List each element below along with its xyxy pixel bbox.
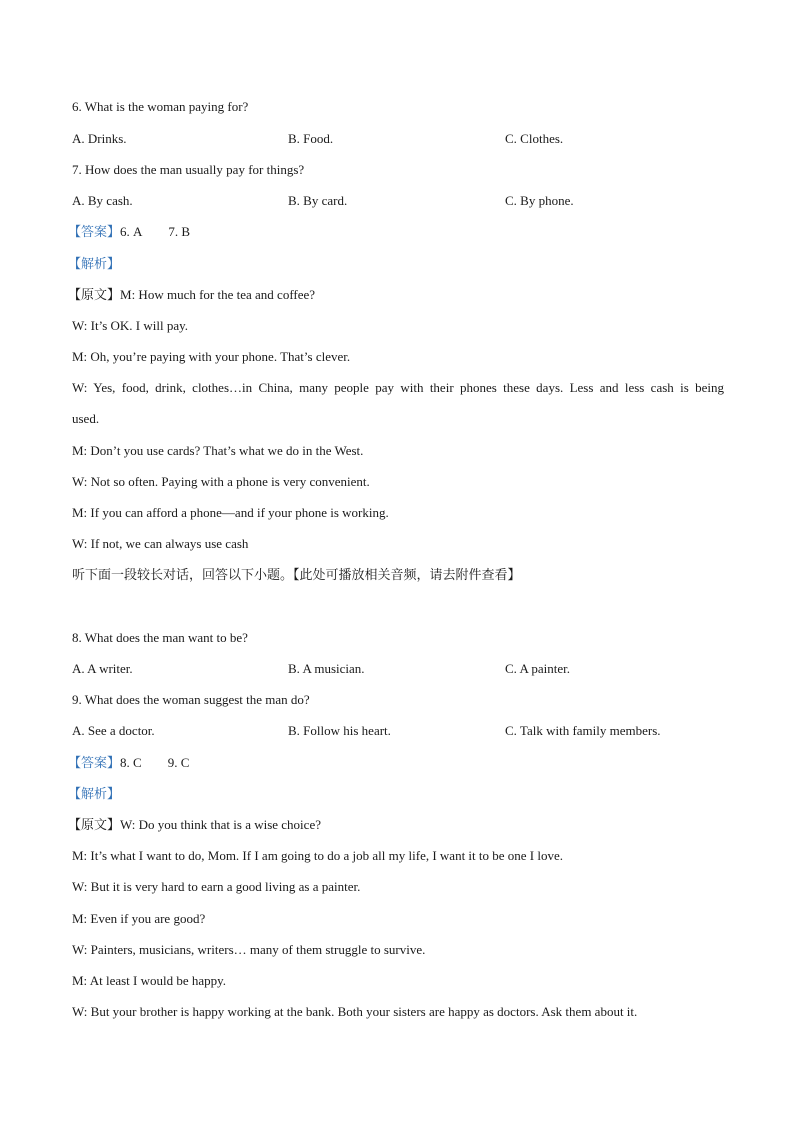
transcript-1-line-3: W: Yes, food, drink, clothes…in China, many people pay with their phones these days. Less and less cash is being xyxy=(72,380,724,395)
transcript-1-line-0 xyxy=(68,286,315,305)
question-9-option-c: C. Talk with family members. xyxy=(505,723,661,738)
question-9-option-a: A. See a doctor. xyxy=(72,723,155,738)
transcript-1-line-1: W: It’s OK. I will pay. xyxy=(72,318,189,333)
question-6: 6. What is the woman paying for? xyxy=(72,99,249,114)
analysis-tag: 【解析】 xyxy=(68,257,121,272)
transcript-2-line-1: M: It’s what I want to do, Mom. If I am going to do a job all my life, I want it to be one I love. xyxy=(72,848,564,863)
transcript-2-line-0 xyxy=(68,816,321,835)
question-9-option-b: B. Follow his heart. xyxy=(288,723,391,738)
answer-tag: 【答案】 xyxy=(68,225,121,240)
question-6-option-a: A. Drinks. xyxy=(72,131,127,146)
transcript-2-line-6: W: But your brother is happy working at the bank. Both your sisters are happy as doctors. Ask them about it. xyxy=(72,1004,638,1019)
transcript-1-line-5: M: Don’t you use cards? That’s what we do in the West. xyxy=(72,443,364,458)
answer-line-1 xyxy=(68,223,190,242)
question-8-option-b: B. A musician. xyxy=(288,661,365,676)
question-9: 9. What does the woman suggest the man do? xyxy=(72,692,310,707)
transcript-tag: 【原文】 xyxy=(68,818,121,833)
analysis-tag: 【解析】 xyxy=(68,787,121,802)
analysis-line-1 xyxy=(68,255,120,274)
question-7-option-c: C. By phone. xyxy=(505,193,574,208)
question-6-option-b: B. Food. xyxy=(288,131,334,146)
transcript-text: W: Do you think that is a wise choice? xyxy=(120,817,321,832)
transcript-2-line-3: M: Even if you are good? xyxy=(72,911,206,926)
transcript-1-line-8: W: If not, we can always use cash xyxy=(72,536,249,551)
answer-tag: 【答案】 xyxy=(68,756,121,771)
transcript-tag: 【原文】 xyxy=(68,288,121,303)
answer-7: 7. B xyxy=(168,224,191,239)
question-7-option-a: A. By cash. xyxy=(72,193,133,208)
transcript-2-line-5: M: At least I would be happy. xyxy=(72,973,227,988)
question-7-option-b: B. By card. xyxy=(288,193,348,208)
question-8-option-a: A. A writer. xyxy=(72,661,133,676)
transcript-2-line-2: W: But it is very hard to earn a good living as a painter. xyxy=(72,879,361,894)
question-8: 8. What does the man want to be? xyxy=(72,630,248,645)
answer-6: 6. A xyxy=(120,224,143,239)
answer-8: 8. C xyxy=(120,755,142,770)
transcript-1-line-6: W: Not so often. Paying with a phone is very convenient. xyxy=(72,474,370,489)
question-8-option-c: C. A painter. xyxy=(505,661,570,676)
listening-instruction: 听下面一段较长对话，回答以下小题。【此处可播放相关音频，请去附件查看】 xyxy=(72,568,521,583)
analysis-line-2 xyxy=(68,785,120,804)
transcript-1-line-7: M: If you can afford a phone—and if your phone is working. xyxy=(72,505,389,520)
answer-9: 9. C xyxy=(167,755,190,770)
transcript-1-line-4: used. xyxy=(72,411,100,426)
question-7: 7. How does the man usually pay for things? xyxy=(72,162,305,177)
transcript-2-line-4: W: Painters, musicians, writers… many of them struggle to survive. xyxy=(72,942,426,957)
question-6-option-c: C. Clothes. xyxy=(505,131,564,146)
answer-line-2 xyxy=(68,754,189,773)
transcript-1-line-2: M: Oh, you’re paying with your phone. That’s clever. xyxy=(72,349,351,364)
transcript-text: M: How much for the tea and coffee? xyxy=(120,287,316,302)
